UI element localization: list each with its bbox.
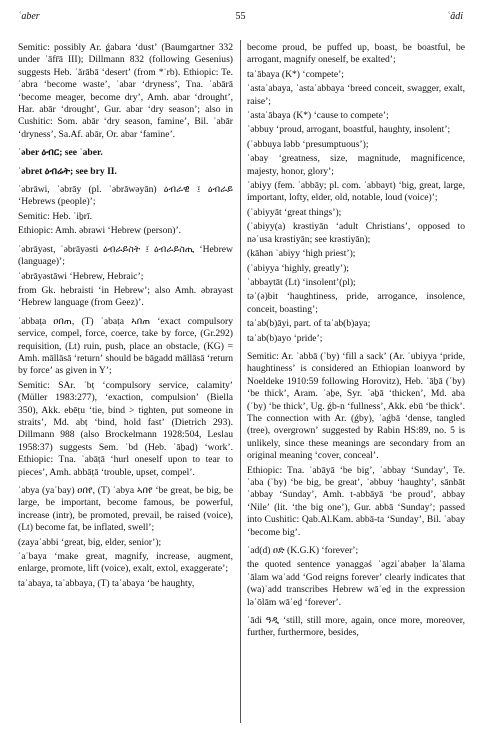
header-left-guideword: ʿaber [18, 11, 40, 22]
entry-headword: ʿabya (yaʿbay) ዐበየ, (T) ʾabya ኣበየ ʻbe great, be big, be large, be important, become famous, be powerful, increase (intr), be promoted, prevail, be raised (voice), (Lt) become fat, be inflated, swellʼ; [18, 485, 233, 534]
subentry: taʿabaya, taʿabbaya, (T) taʿabaya ʻbe haughty, [18, 577, 195, 589]
subentry: (ʿəbbuya ləbb ʻpresumptuousʼ); [247, 138, 369, 150]
subentry: taʿab(b)āyi, part. of taʿab(b)aya; [247, 318, 371, 330]
subentry: taʿābaya (K*) ʻcompeteʼ; [247, 68, 344, 80]
semitic-paragraph: Semitic: Ar. ʿabbā (ʿby) ʻfill a sackʼ (Ar. ʿubiyya ʻpride, haughtinessʼ is considered an Ethiopian loanword by Noeldeke 1910:59 following Horovitz), Heb. ʿāḇā (ʿby) ʻbe thickʼ, Aram. ʿəḇe, Syr. ʿəḇā ʻthickenʼ, Md. aba (ʿby) ʻbe thickʼ, Ug. ǵb-n ʻfullnessʼ, Akk. ebū ʻbe thickʼ. The connection with Ar. (ǵby), ʿaǵbā ʻdense, tangled (tree), overgrownʼ suggested by Rabin HS:89, no. 5 is unlikely, since these meanings are secondary from an original meaning ʻcover, concealʼ. [247, 350, 465, 462]
entry-paragraph: Semitic: possibly Ar. ǵabara ʻdustʼ (Baumgartner 332 under ʿāfr̄ā III); Dillmann 832 (following Gesenius) suggests Heb. ʿărābā ʻdesertʼ (from *ʿrb). Ethiopic: Te. ʿabra ʻbecome wasteʼ, ʿabar ʻdrynessʼ, Tna. ʿabārā ʻbecome meager, become dryʼ, Amh. abar ʻdroughtʼ, Har. abār ʻdroughtʼ, Gur. abar ʻdry seasonʼ; also in Cushitic: Som. abār ʻdry season, famineʼ, Bil. ʿabār ʻdrynessʼ, Sa.Af. abār, Or. abar ʻfamineʼ. [18, 42, 233, 140]
subentry: ʾaʿbaya ʻmake great, magnify, increase, augment, enlarge, promote, lift (voice), exalt, extol, exaggerateʼ; [18, 551, 233, 575]
subentry: ʿəbrāyəstāwi ʻHebrew, Hebraicʼ; [18, 270, 144, 282]
entry-headword: ʿad(d) ዐድ (K.G.K) ʻforeverʼ; [247, 545, 359, 557]
left-column [18, 42, 233, 596]
subentry: (ʿabiyy(a) krəstiyān ʻadult Christiansʼ, opposed to nəʾusa krəstiyān; see krəstiyān); [247, 221, 465, 245]
entry-headword: ʿabbaṭa ዐበጠ, (T) ʾabaṭa ኣበጠ ʻexact compulsory service, compel, force, coerce, take by force, (Gr.292) requisition, (Lt) ruin, push, place an obstacle, (KG) = Amh. māllāsā ʻreturnʼ should be bāgadd māllāsā ʻreturn by forceʼ as given in Yʼ; [18, 315, 233, 377]
subentry: (kāhən ʿabiyy ʻhigh priestʼ); [247, 248, 356, 260]
subentry: ʿəbbuy ʻproud, arrogant, boastful, haughty, insolentʼ; [247, 124, 451, 136]
entry-headword: ʿəber ዕብር; see ʿaber. [18, 147, 103, 159]
header-right-guideword: ʿādi [446, 11, 463, 22]
entry-note: from Gk. hebraisti ʻin Hebrewʼ; also Amh. əbrayəst ʻHebrew language (from Geez)ʼ. [18, 284, 233, 309]
running-header [18, 11, 463, 25]
subentry: təʿ(ə)bit ʻhaughtiness, pride, arrogance, insolence, conceit, boastingʼ; [247, 291, 465, 315]
subentry: (zayaʿabbi ʻgreat, big, elder, seniorʼ); [18, 536, 162, 548]
subentry: ʾastaʿabaya, ʾastaʿabbaya ʻbreed conceit, swagger, exalt, raiseʼ; [247, 83, 465, 107]
entry-headword: ʿəbrāwi, ʿəbrāy (pl. ʿəbrāwəyān) ዕብራዊ ፤ ዕብራይ ʻHebrews (people)ʼ; [18, 184, 233, 208]
subentry: taʿab(b)ayo ʻprideʼ; [247, 332, 323, 344]
subentry: (ʿabiyyāt ʻgreat thingsʼ); [247, 206, 342, 218]
subentry: (ʿabiyya ʻhighly, greatlyʼ); [247, 262, 349, 274]
semitic-paragraph: Semitic: SAr. ʿbṭ ʻcompulsory service, calamityʼ (Müller 1983:277), ʻexaction, compulsionʼ (Biella 350), Akk. ebēṭu ʻtie, bind > tighten, put someone in straitsʼ, Md. abṭ ʻbind, hold fastʼ (Dietrich 293). Dillmann 988 (also Brockelmann 1928:504, Leslau 1958:37) suggests Sem. ʿbd (Heb. ʿāḇaḏ) ʻworkʼ. Ethiopic: Tna. ʿabāṭā ʻhurl oneself upon to tear to piecesʼ, Amh. abbāṭā ʻtrouble, upset, compelʼ. [18, 379, 233, 478]
page-number: 55 [235, 11, 246, 22]
subentry: ʿəbay ʻgreatness, size, magnitude, magnificence, majesty, honor, gloryʼ; [247, 153, 465, 177]
subentry: ʿabiyy (fem. ʿabbāy; pl. com. ʿabbayt) ʻbig, great, large, important, lofty, elder, old, notable, loud (voice)ʼ; [247, 180, 465, 204]
entry-headword: ʿəbrāyəst, ʿəbrāyəsti ዕብራይስት ፤ ዕብራይስጢ ʻHebrew (language)ʼ; [18, 243, 233, 268]
subentry: ʾastaʿābaya (K*) ʻcause to competeʼ; [247, 110, 389, 122]
right-column [247, 42, 465, 646]
entry-headword: ʿādi ዓዲ ʻstill, still more, again, once more, moreover, further, furthermore, besides, [247, 615, 465, 639]
ethiopic-line: Ethiopic: Amh. əbrawi ʻHebrew (person)ʼ. [18, 225, 182, 237]
entry-note: the quoted sentence yənaggəś ʾəgziʾabəḥer laʿālama ʿālam waʿadd ʻGod reigns foreverʼ clearly indicates that (wa)ʿadd transcribes Hebrew wāʿeḏ in the expression ləʿōlām wāʿeḏ ʻforeverʼ. [247, 559, 465, 608]
subentry: ʿabbaytāt (Lt) ʻinsolentʼ(pl); [247, 276, 356, 288]
entry-headword: ʿəbret ዕብሬት; see bry II. [18, 165, 117, 177]
continuation-line: become proud, be puffed up, boast, be boastful, be arrogant, magnify oneself, be exaltedʼ; [247, 42, 465, 66]
ethiopic-paragraph: Ethiopic: Tna. ʿabāyā ʻbe bigʼ, ʿabbay ʻSundayʼ, Te. ʿaba (ʿby) ʻbe big, be greatʼ, ʿəbbuy ʻhaughtyʼ, sānbāt ʿabbay ʻSundayʼ, Amh. t-abbāyā ʻbe proudʼ, abbay ʻNileʼ (lit. ʻthe big oneʼ), Gur. abbā ʻSundayʼ; passed into Cushitic: Qab.Al.Kam. abbā-ta ʻSundayʼ, Bil. ʿabay ʻbecome bigʼ. [247, 464, 465, 538]
column-divider [240, 40, 241, 723]
semitic-line: Semitic: Heb. ʿiḇrī. [18, 210, 93, 222]
